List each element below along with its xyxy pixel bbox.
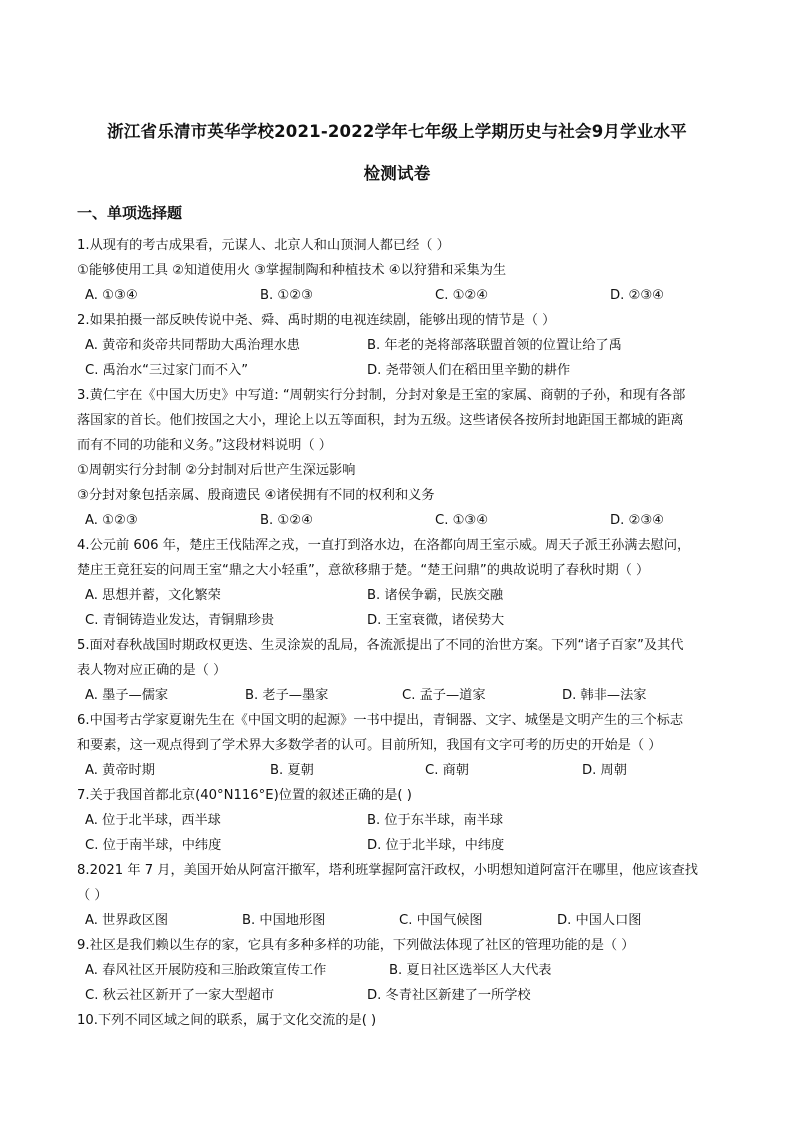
q4-stem-line1: 4.公元前 606 年，楚庄王伐陆浑之戎，一直打到洛水边，在洛都向周王室示威。周天子派王孙满去慰问， xyxy=(77,538,691,553)
q4-option-a[interactable]: A. 思想并蓄，文化繁荣 xyxy=(85,588,221,603)
q9-options-row1 xyxy=(77,958,719,983)
q7-options-row1 xyxy=(77,808,719,833)
q1-option-d[interactable]: D. ②③④ xyxy=(610,288,665,303)
q6-stem-line2: 和要素，这一观点得到了学术界大多数学者的认可。目前所知，我国有文字可考的历史的开始是（ ） xyxy=(77,738,662,753)
q4-option-d[interactable]: D. 王室衰微，诸侯势大 xyxy=(367,613,505,628)
q2-stem: 2.如果拍摄一部反映传说中尧、舜、禹时期的电视连续剧，能够出现的情节是（ ） xyxy=(77,313,556,328)
q10-stem: 10.下列不同区域之间的联系，属于文化交流的是( ) xyxy=(77,1013,377,1028)
q6-options xyxy=(77,758,719,783)
q9-option-d[interactable]: D. 冬青社区新建了一所学校 xyxy=(367,988,531,1003)
q4-option-b[interactable]: B. 诸侯争霸，民族交融 xyxy=(367,588,504,603)
q3-statement-line2: ③分封对象包括亲属、殷商遗民 ④诸侯拥有不同的权利和义务 xyxy=(77,488,435,503)
q2-option-b[interactable]: B. 年老的尧将部落联盟首领的位置让给了禹 xyxy=(367,338,622,353)
q3-options xyxy=(77,508,719,533)
q1-option-c[interactable]: C. ①②④ xyxy=(435,288,489,303)
q5-option-d[interactable]: D. 韩非—法家 xyxy=(562,688,647,703)
q3-stem-line1: 3.黄仁宇在《中国大历史》中写道: “周朝实行分封制，分封对象是王室的家属、商朝的子孙，和现有各部 xyxy=(77,388,686,403)
q8-option-c[interactable]: C. 中国气候图 xyxy=(399,913,483,928)
q9-option-a[interactable]: A. 春风社区开展防疫和三胎政策宣传工作 xyxy=(85,963,327,978)
q9-option-b[interactable]: B. 夏日社区选举区人大代表 xyxy=(389,963,552,978)
q1-option-b[interactable]: B. ①②③ xyxy=(260,288,313,303)
q3-option-c[interactable]: C. ①③④ xyxy=(435,513,489,528)
q8-option-b[interactable]: B. 中国地形图 xyxy=(242,913,326,928)
q3-option-b[interactable]: B. ①②④ xyxy=(260,513,313,528)
q1-option-a[interactable]: A. ①③④ xyxy=(85,288,138,303)
q7-options-row2 xyxy=(77,833,719,858)
exam-title-line1: 浙江省乐清市英华学校2021-2022学年七年级上学期历史与社会9月学业水平 xyxy=(107,122,687,141)
q1-statements: ①能够使用工具 ②知道使用火 ③掌握制陶和种植技术 ④以狩猎和采集为生 xyxy=(77,263,507,278)
q1-options xyxy=(77,283,719,308)
q4-options-row1 xyxy=(77,583,719,608)
q7-option-b[interactable]: B. 位于东半球，南半球 xyxy=(367,813,504,828)
q7-option-c[interactable]: C. 位于南半球，中纬度 xyxy=(85,838,222,853)
q8-stem-line1: 8.2021 年 7 月，美国开始从阿富汗撤军，塔利班掌握阿富汗政权，小明想知道阿富汗在哪里，他应该查找 xyxy=(77,863,698,878)
q5-option-b[interactable]: B. 老子—墨家 xyxy=(245,688,329,703)
q9-option-c[interactable]: C. 秋云社区新开了一家大型超市 xyxy=(85,988,275,1003)
q2-options-row1 xyxy=(77,333,719,358)
q3-option-d[interactable]: D. ②③④ xyxy=(610,513,665,528)
q4-stem-line2: 楚庄王竟狂妄的问周王室“鼎之大小轻重”，意欲移鼎于楚。“楚王问鼎”的典故说明了春秋时期（ ） xyxy=(77,563,650,578)
q2-option-c[interactable]: C. 禹治水“三过家门而不入” xyxy=(85,363,249,378)
q6-option-a[interactable]: A. 黄帝时期 xyxy=(85,763,155,778)
q7-stem: 7.关于我国首都北京(40°N116°E)位置的叙述正确的是( ) xyxy=(77,788,412,803)
q3-stem-line2: 落国家的首长。他们按国之大小，理论上以五等面积，封为五级。这些诸侯各按所封地距国王都城的距离 xyxy=(77,413,684,428)
q2-options-row2 xyxy=(77,358,719,383)
q5-option-c[interactable]: C. 孟子—道家 xyxy=(402,688,486,703)
q5-stem-line1: 5.面对春秋战国时期政权更迭、生灵涂炭的乱局，各流派提出了不同的治世方案。下列“诸子百家”及其代 xyxy=(77,638,684,653)
q3-stem-line3: 而有不同的功能和义务。”这段材料说明（ ） xyxy=(77,438,332,453)
q5-options xyxy=(77,683,719,708)
q4-options-row2 xyxy=(77,608,719,633)
q6-option-c[interactable]: C. 商朝 xyxy=(425,763,469,778)
q3-statement-line1: ①周朝实行分封制 ②分封制对后世产生深远影响 xyxy=(77,463,356,478)
q4-option-c[interactable]: C. 青铜铸造业发达，青铜鼎珍贵 xyxy=(85,613,275,628)
section-heading: 一、单项选择题 xyxy=(77,204,183,222)
q1-stem: 1.从现有的考古成果看，元谋人、北京人和山顶洞人都已经（ ） xyxy=(77,238,450,253)
q7-option-d[interactable]: D. 位于北半球，中纬度 xyxy=(367,838,505,853)
q2-option-d[interactable]: D. 尧带领人们在稻田里辛勤的耕作 xyxy=(367,363,571,378)
q5-option-a[interactable]: A. 墨子—儒家 xyxy=(85,688,169,703)
exam-title-line2: 检测试卷 xyxy=(363,164,431,183)
q8-stem-line2: （ ） xyxy=(77,888,108,903)
question-list xyxy=(77,233,719,1033)
q8-option-d[interactable]: D. 中国人口图 xyxy=(557,913,642,928)
q8-options xyxy=(77,908,719,933)
q9-options-row2 xyxy=(77,983,719,1008)
q6-option-b[interactable]: B. 夏朝 xyxy=(270,763,314,778)
q9-stem: 9.社区是我们赖以生存的家，它具有多种多样的功能，下列做法体现了社区的管理功能的是（ ） xyxy=(77,938,635,953)
q3-option-a[interactable]: A. ①②③ xyxy=(85,513,138,528)
q6-stem-line1: 6.中国考古学家夏谢先生在《中国文明的起源》一书中提出，青铜器、文字、城堡是文明产生的三个标志 xyxy=(77,713,684,728)
q6-option-d[interactable]: D. 周朝 xyxy=(582,763,627,778)
q5-stem-line2: 表人物对应正确的是（ ） xyxy=(77,663,227,678)
q8-option-a[interactable]: A. 世界政区图 xyxy=(85,913,169,928)
q2-option-a[interactable]: A. 黄帝和炎帝共同帮助大禹治理水患 xyxy=(85,338,300,353)
q7-option-a[interactable]: A. 位于北半球，西半球 xyxy=(85,813,221,828)
